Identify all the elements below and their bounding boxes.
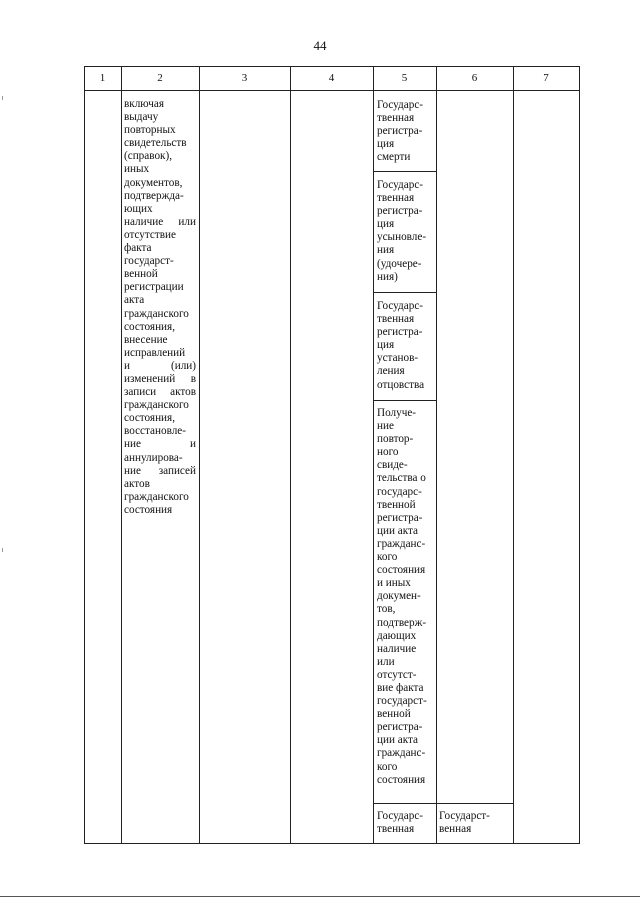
cell-line: установ- xyxy=(377,352,419,365)
cell-line: внесение xyxy=(124,333,168,346)
cell-line: твенная xyxy=(377,112,415,125)
cell-line: состояния, xyxy=(124,412,175,425)
cell-line: отсутст- xyxy=(377,668,417,681)
cell-line: твенная xyxy=(377,192,415,205)
cell-line: ция xyxy=(377,218,395,231)
cell-line: Государс- xyxy=(377,99,424,111)
cell-line: регистрации xyxy=(124,281,184,294)
cell-line: документов, xyxy=(124,176,183,189)
cell-line: акта xyxy=(124,294,145,307)
cell-line: тов, xyxy=(377,603,396,616)
cell-line: кого xyxy=(377,760,398,773)
col-header-7: 7 xyxy=(543,72,549,84)
cell-line: отцовства xyxy=(377,378,425,391)
cell-line: регистра- xyxy=(377,125,423,138)
cell-line: смерти xyxy=(377,151,411,164)
col5-cell-repeat-certificate xyxy=(377,407,427,787)
col-header-5: 5 xyxy=(401,72,408,84)
col2-cell-text xyxy=(124,98,196,517)
bottom-rule xyxy=(0,896,640,897)
cell-line: наличие xyxy=(377,642,417,655)
cell-line: записи актов xyxy=(124,386,196,399)
cell-line: докумен- xyxy=(377,590,421,603)
cell-line: твенной xyxy=(377,498,416,511)
cell-line: факта xyxy=(124,242,152,255)
cell-line: восстановле- xyxy=(124,425,186,438)
col5-cell-adoption-registration xyxy=(377,179,426,284)
cell-line: твенная xyxy=(377,823,415,836)
cell-line: ния xyxy=(377,244,395,257)
cell-line: венной xyxy=(377,708,411,721)
cell-line: повтор- xyxy=(377,433,414,446)
cell-line: регистра- xyxy=(377,205,423,218)
cell-line: Государс- xyxy=(377,179,424,191)
cell-line: иных xyxy=(124,163,150,176)
cell-line: выдачу xyxy=(124,111,159,124)
cell-line: или xyxy=(377,655,395,668)
cell-line: повторных xyxy=(124,124,176,137)
cell-line: аннулирова- xyxy=(124,451,183,464)
cell-line: государс- xyxy=(377,485,422,498)
cell-line: (удочере- xyxy=(377,257,422,270)
cell-line: твенная xyxy=(377,313,415,326)
cell-line: ления xyxy=(377,365,405,378)
cell-line: актов xyxy=(124,477,150,490)
cell-line: свидетельств xyxy=(124,137,187,150)
cell-line: гражданс- xyxy=(377,747,426,760)
cell-line: ние xyxy=(377,420,394,433)
cell-line: венной xyxy=(124,268,158,281)
col-header-1: 1 xyxy=(99,72,106,84)
cell-line: ного xyxy=(377,446,399,459)
cell-line: регистра- xyxy=(377,721,423,734)
cell-line: наличие или xyxy=(124,215,196,228)
cell-line: Получе- xyxy=(377,407,417,419)
cell-line: вие факта xyxy=(377,681,424,694)
cell-line: гражданского xyxy=(124,399,189,412)
cell-line: включая xyxy=(124,98,164,110)
col-header-6: 6 xyxy=(471,72,478,84)
cell-line: Государст- xyxy=(439,810,490,822)
cell-line: ция xyxy=(377,138,395,151)
cell-line: ция xyxy=(377,339,395,352)
cell-line: ции акта xyxy=(377,524,419,537)
cell-line: отсутствие xyxy=(124,228,176,241)
cell-line: состояния, xyxy=(124,320,175,333)
cell-line: гражданского xyxy=(124,490,189,503)
col5-cell-paternity-registration xyxy=(377,300,424,392)
cell-line: (справок), xyxy=(124,150,172,163)
cell-line: дающих xyxy=(377,629,417,642)
cell-line: регистра- xyxy=(377,511,423,524)
cell-line: регистра- xyxy=(377,326,423,339)
cell-line: ющих xyxy=(124,202,153,215)
cell-line: государст- xyxy=(124,255,174,268)
cell-line: подтвержда- xyxy=(124,189,184,202)
col5-cell-last xyxy=(377,810,423,836)
col-header-2: 2 xyxy=(157,72,163,84)
cell-line: и иных xyxy=(377,577,411,590)
cell-line: изменений в xyxy=(124,372,196,385)
cell-line: ние и xyxy=(124,438,196,451)
cell-line: и (или) xyxy=(124,359,196,372)
cell-line: состояния xyxy=(377,773,426,786)
scan-edge-mark xyxy=(2,96,3,100)
cell-line: ции акта xyxy=(377,734,419,747)
cell-line: состояния xyxy=(124,503,173,516)
cell-line: Государс- xyxy=(377,300,424,312)
cell-line: свиде- xyxy=(377,459,408,472)
cell-line: государст- xyxy=(377,695,427,708)
cell-line: состояния xyxy=(377,564,426,577)
cell-line: исправлений xyxy=(124,346,186,359)
scan-edge-mark xyxy=(2,548,3,552)
cell-line: Государс- xyxy=(377,810,424,822)
cell-line: усыновле- xyxy=(377,231,427,244)
cell-line: ние записей xyxy=(124,464,196,477)
cell-line: венная xyxy=(439,823,472,836)
col-header-3: 3 xyxy=(241,72,248,84)
col-header-4: 4 xyxy=(328,72,335,84)
col6-cell-last xyxy=(439,810,490,836)
cell-line: гражданского xyxy=(124,307,189,320)
cell-line: ния) xyxy=(377,270,398,283)
cell-line: кого xyxy=(377,551,398,564)
cell-line: тельства о xyxy=(377,472,426,485)
col5-cell-death-registration xyxy=(377,99,423,164)
cell-line: гражданс- xyxy=(377,537,426,550)
page-number: 44 xyxy=(313,38,327,53)
cell-line: подтверж- xyxy=(377,616,427,629)
